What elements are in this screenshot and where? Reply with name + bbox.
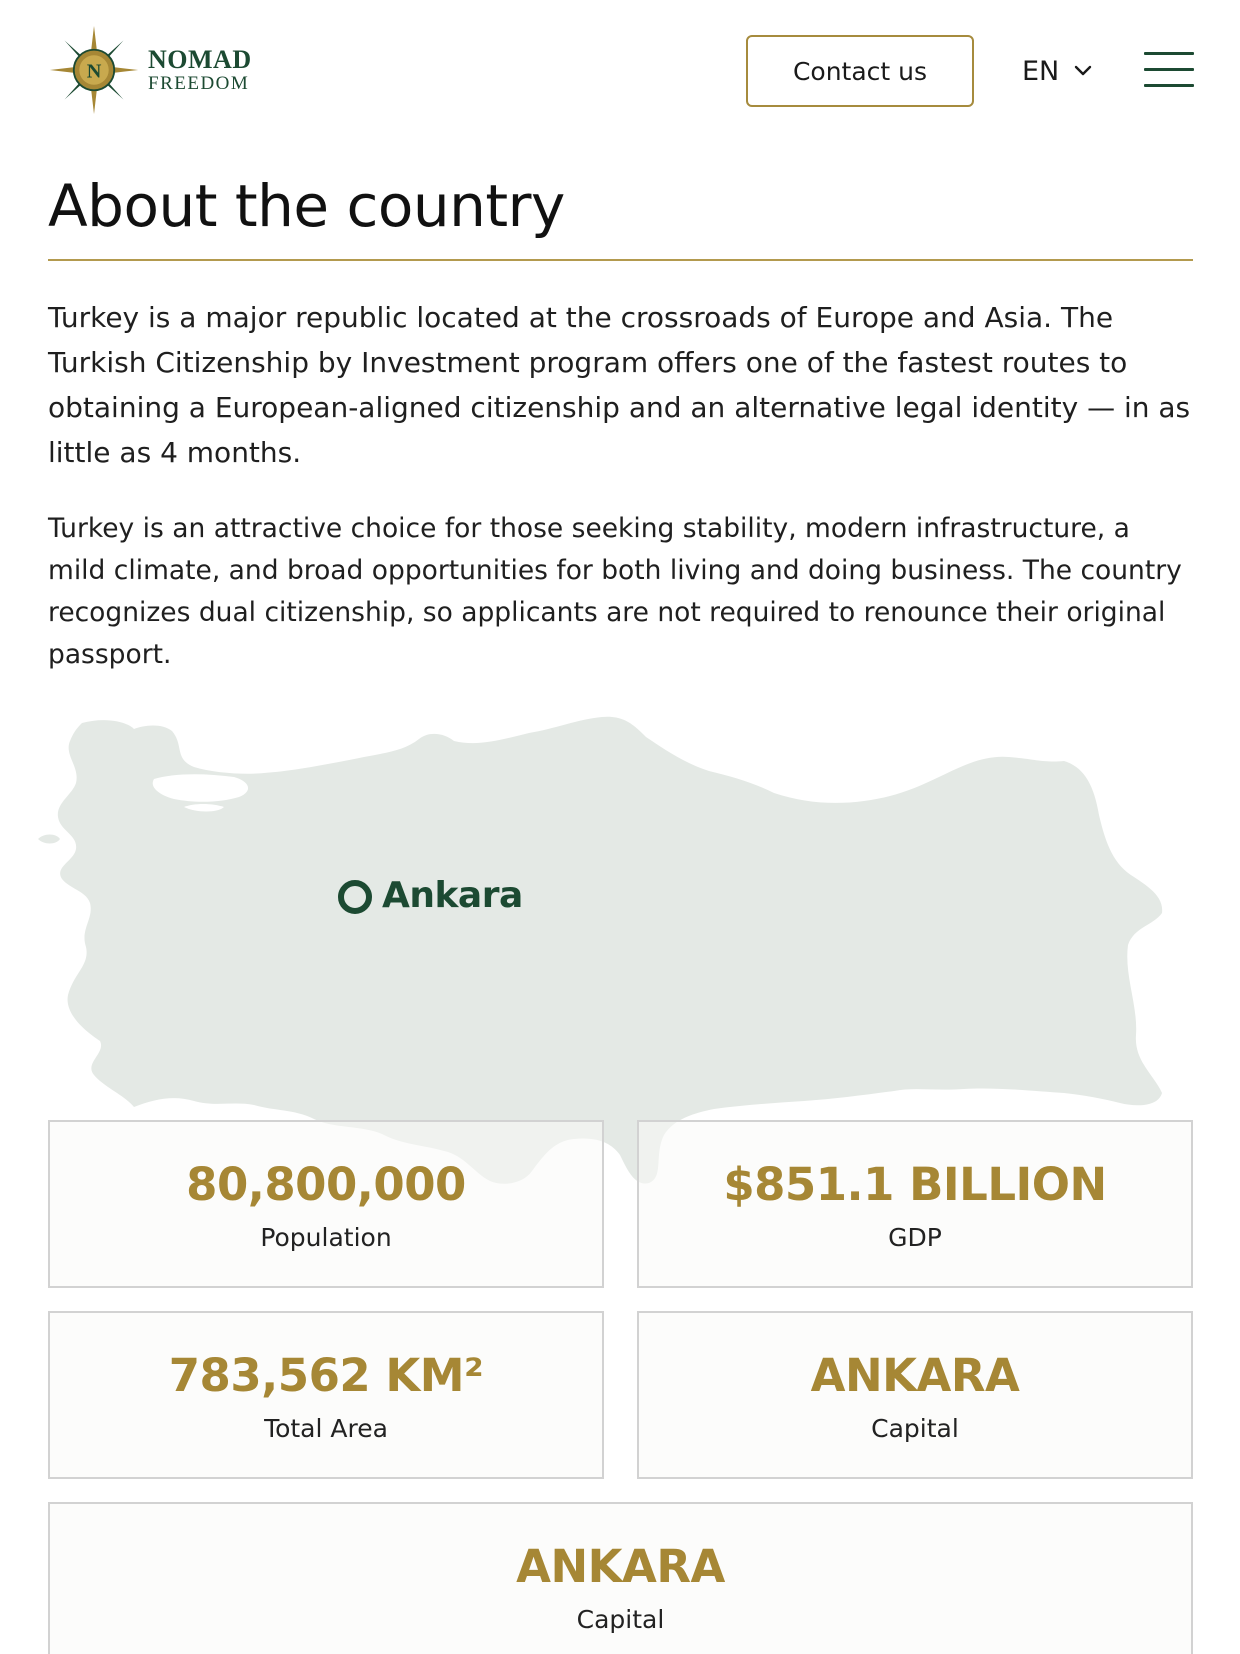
chevron-down-icon <box>1073 64 1093 78</box>
stat-card-population <box>48 1120 604 1288</box>
svg-text:N: N <box>86 60 102 83</box>
hamburger-menu-icon[interactable] <box>1144 50 1194 90</box>
stat-value: $851.1 BILLION <box>723 1158 1107 1211</box>
map-marker-label: Ankara <box>382 875 523 916</box>
language-code: EN <box>1022 55 1060 87</box>
menu-bar <box>1144 52 1194 55</box>
page-title: About the country <box>48 172 565 240</box>
stat-value: 80,800,000 <box>186 1158 466 1211</box>
intro-paragraph: Turkey is a major republic located at the crossroads of Europe and Asia. The Turkish Citizenship by Investment program offers one of the fastest routes to obtaining a European-aligned citizenship and an alternative legal identity — in as little as 4 months. <box>48 301 1191 469</box>
logo-line2: FREEDOM <box>148 73 250 94</box>
stat-label: Total Area <box>264 1414 388 1443</box>
logo-line1: NOMAD <box>148 45 252 74</box>
stat-value: 783,562 KM² <box>168 1349 484 1402</box>
logo[interactable] <box>48 24 252 116</box>
stat-card-total-area <box>48 1311 604 1479</box>
stat-label: Capital <box>871 1414 959 1443</box>
title-divider <box>48 259 1193 261</box>
stat-label: Population <box>260 1223 392 1252</box>
logo-wordmark <box>148 47 252 93</box>
language-selector[interactable] <box>1022 50 1093 92</box>
ankara-marker-icon <box>338 880 372 914</box>
stat-value: ANKARA <box>516 1540 725 1593</box>
stat-card-capital <box>637 1311 1193 1479</box>
stat-card-capital-wide <box>48 1502 1193 1654</box>
stat-label: Capital <box>576 1605 665 1634</box>
stat-card-gdp <box>637 1120 1193 1288</box>
site-header <box>0 0 1240 150</box>
contact-us-button[interactable]: Contact us <box>746 35 974 107</box>
stat-value: ANKARA <box>810 1349 1020 1402</box>
menu-bar <box>1144 84 1194 87</box>
menu-bar <box>1144 68 1194 71</box>
compass-logo-icon <box>48 24 140 116</box>
stat-label: GDP <box>888 1223 942 1252</box>
details-paragraph: Turkey is an attractive choice for those seeking stability, modern infrastructure, a mild climate, and broad opportunities for both living and doing business. The country recognizes dual citizenship, so applicants are not required to renounce their original passport. <box>48 513 1182 670</box>
